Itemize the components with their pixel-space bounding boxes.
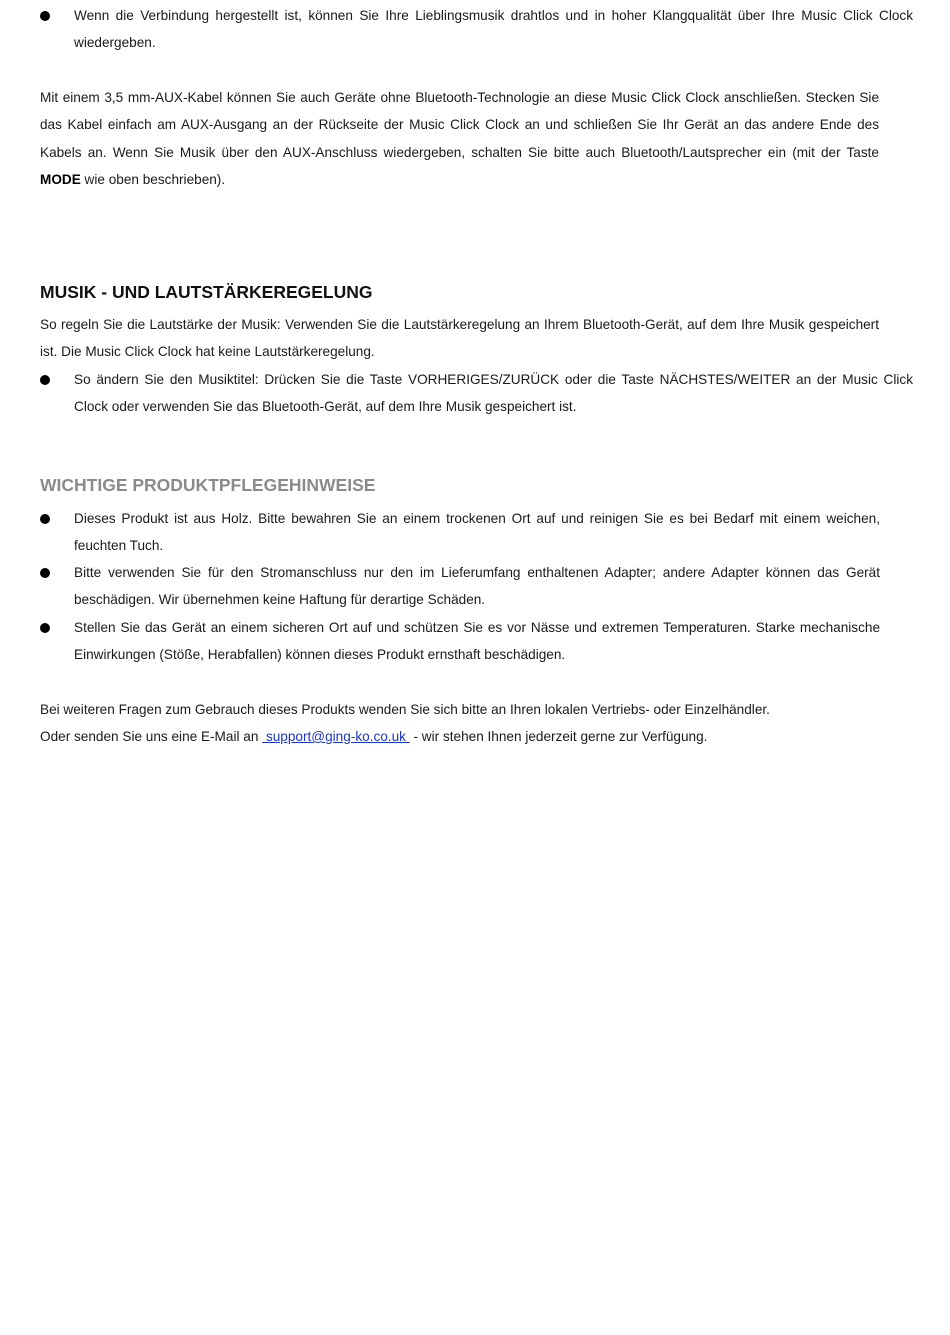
support-email-link[interactable]: support@ging-ko.co.uk xyxy=(262,729,410,744)
bullet-care-wood xyxy=(40,505,880,559)
bullet-change-track xyxy=(40,366,913,420)
bullet-dot-icon xyxy=(40,623,50,633)
heading-product-care: WICHTIGE PRODUKTPFLEGEHINWEISE xyxy=(40,475,376,495)
bullet-care-adapter xyxy=(40,559,880,613)
bullet-dot-icon xyxy=(40,568,50,578)
heading-music-volume: MUSIK - UND LAUTSTÄRKEREGELUNG xyxy=(40,282,373,302)
bullet-dot-icon xyxy=(40,514,50,524)
aux-paragraph xyxy=(40,84,879,194)
volume-paragraph: So regeln Sie die Lautstärke der Musik: Verwenden Sie die Lautstärkeregelung an Ihrem Bluetooth-Gerät, auf dem Ihre Musik gespeichert ist. Die Music Click Clock hat keine Lautstärkeregelung. xyxy=(40,317,879,360)
contact-text-after: - wir stehen Ihnen jederzeit gerne zur Verfügung. xyxy=(409,729,708,744)
aux-text-before: Mit einem 3,5 mm-AUX-Kabel können Sie auch Geräte ohne Bluetooth-Technologie an diese Music Click Clock anschließen. Stecken Sie das Kabel einfach am AUX-Ausgang an der Rückseite der Music Click Clock an und schließen Sie Ihr Gerät an das andere Ende des Kabels an. Wenn Sie Musik über den AUX-Anschluss wiedergeben, schalten Sie bitte auch Bluetooth/Lautsprecher ein (mit der Taste xyxy=(40,90,879,160)
bullet-connection xyxy=(40,2,913,56)
bullet-care-placement xyxy=(40,614,880,668)
contact-line-1: Bei weiteren Fragen zum Gebrauch dieses Produkts wenden Sie sich bitte an Ihren lokalen Vertriebs- oder Einzelhändler. xyxy=(40,702,770,717)
contact-text-before: Oder senden Sie uns eine E-Mail an xyxy=(40,729,263,744)
bullet-text: Dieses Produkt ist aus Holz. Bitte bewahren Sie an einem trockenen Ort auf und reinigen Sie es bei Bedarf mit einem weichen, feuchten Tuch. xyxy=(74,511,880,554)
bullet-text: Wenn die Verbindung hergestellt ist, können Sie Ihre Lieblingsmusik drahtlos und in hoher Klangqualität über Ihre Music Click Clock wiedergeben. xyxy=(74,8,913,51)
contact-line-2 xyxy=(40,723,879,750)
aux-text-after: wie oben beschrieben). xyxy=(80,172,226,188)
bullet-dot-icon xyxy=(40,11,50,21)
bullet-text: Stellen Sie das Gerät an einem sicheren Ort auf und schützen Sie es vor Nässe und extremen Temperaturen. Starke mechanische Einwirkungen (Stöße, Herabfallen) können dieses Produkt ernsthaft beschädigen. xyxy=(74,620,880,663)
bullet-text: So ändern Sie den Musiktitel: Drücken Sie die Taste VORHERIGES/ZURÜCK oder die Taste NÄCHSTES/WEITER an der Music Click Clock oder verwenden Sie das Bluetooth-Gerät, auf dem Ihre Musik gespeichert ist. xyxy=(74,372,913,415)
bullet-dot-icon xyxy=(40,375,50,385)
mode-key-label: MODE xyxy=(40,172,81,188)
bullet-text: Bitte verwenden Sie für den Stromanschluss nur den im Lieferumfang enthaltenen Adapter; andere Adapter können das Gerät beschädigen. Wir übernehmen keine Haftung für derartige Schäden. xyxy=(74,565,880,608)
